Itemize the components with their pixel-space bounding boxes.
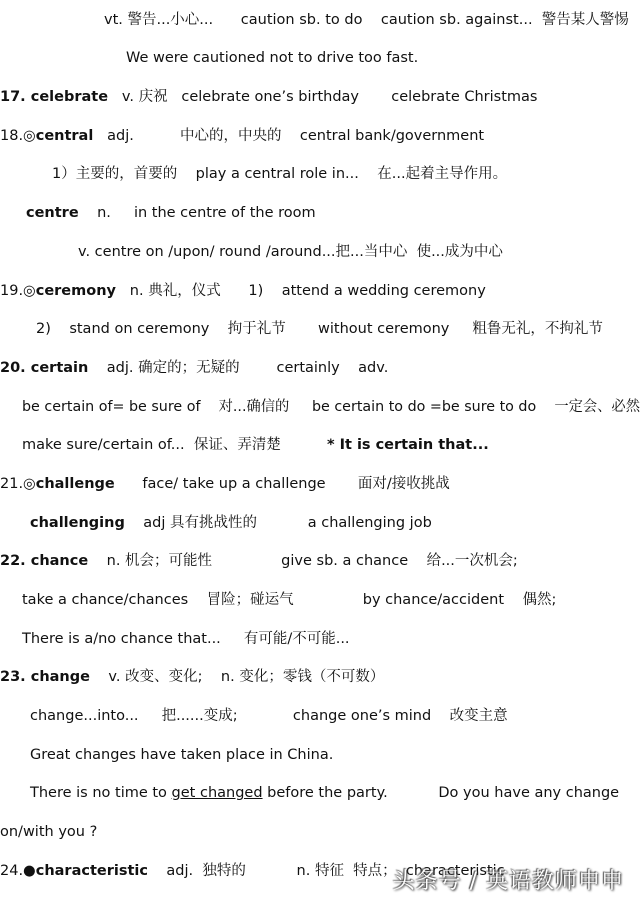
- line-text: on/with you ?: [0, 824, 98, 840]
- headword: 23. change: [0, 669, 90, 685]
- headword: characteristic: [35, 863, 148, 879]
- line-text: before the party. Do you have any change: [262, 785, 620, 801]
- text-line: [30, 783, 619, 803]
- headword: centre: [26, 205, 79, 221]
- watermark: 头条号 / 英语教师申申: [392, 869, 624, 894]
- text-line: [78, 242, 503, 262]
- line-text: take a chance/chances 冒险；碰运气 by chance/accident 偶然;: [22, 592, 557, 608]
- text-line: [22, 435, 489, 455]
- text-line: [126, 48, 418, 68]
- text-line: [0, 358, 388, 378]
- text-line: [0, 281, 486, 301]
- text-line: [30, 513, 432, 533]
- underlined-text: get changed: [171, 785, 263, 801]
- text-line: [0, 822, 97, 842]
- line-text: adj. 独特的 n. 特征 特点； characteristic: [147, 863, 505, 879]
- line-text: change...into... 把......变成; change one’s mind 改变主意: [30, 708, 508, 724]
- text-line: [22, 590, 556, 610]
- text-line: [30, 706, 508, 726]
- line-text: n. 典礼，仪式 1) attend a wedding ceremony: [115, 283, 486, 299]
- text-line: [0, 551, 518, 571]
- text-line: [22, 629, 350, 649]
- line-text: v. 改变、变化; n. 变化；零钱（不可数）: [89, 669, 385, 685]
- line-text: adj. 确定的；无疑的 certainly adv.: [88, 360, 389, 376]
- line-text: n. 机会；可能性 give sb. a chance 给...一次机会;: [88, 553, 518, 569]
- headword: * It is certain that...: [326, 437, 489, 453]
- line-text: v. centre on /upon/ round /around...把...当中心 使...成为中心: [78, 244, 503, 260]
- line-text: adj 具有挑战性的 a challenging job: [124, 515, 432, 531]
- line-text: face/ take up a challenge 面对/接收挑战: [114, 476, 450, 492]
- line-text: 19.◎: [0, 283, 36, 299]
- text-line: [52, 164, 507, 184]
- headword: ceremony: [35, 283, 116, 299]
- headword: challenging: [30, 515, 125, 531]
- text-line: [36, 319, 603, 339]
- line-text: Great changes have taken place in China.: [30, 747, 334, 763]
- text-line: [0, 126, 484, 146]
- line-text: 18.◎: [0, 128, 36, 144]
- line-text: There is no time to: [30, 785, 172, 801]
- headword: 20. certain: [0, 360, 89, 376]
- line-text: 24.●: [0, 863, 36, 879]
- headword: challenge: [35, 476, 115, 492]
- line-text: be certain of= be sure of 对...确信的 be certain to do =be sure to do 一定会、必然: [22, 399, 640, 415]
- text-line: [0, 87, 537, 107]
- headword: central: [35, 128, 94, 144]
- line-text: make sure/certain of... 保证、弄清楚: [22, 437, 327, 453]
- text-line: [0, 667, 384, 687]
- line-text: 21.◎: [0, 476, 36, 492]
- line-text: vt. 警告...小心... caution sb. to do caution sb. against... 警告某人警惕: [104, 12, 629, 28]
- text-line: [26, 203, 316, 223]
- line-text: v. 庆祝 celebrate one’s birthday celebrate Christmas: [108, 89, 538, 105]
- line-text: We were cautioned not to drive too fast.: [126, 50, 419, 66]
- line-text: n. in the centre of the room: [78, 205, 316, 221]
- line-text: 1）主要的，首要的 play a central role in... 在...起着主导作用。: [52, 166, 508, 182]
- text-line: [30, 745, 333, 765]
- line-text: There is a/no chance that... 有可能/不可能...: [22, 631, 350, 647]
- text-line: [0, 474, 450, 494]
- headword: 22. chance: [0, 553, 89, 569]
- text-line: [104, 10, 629, 30]
- text-line: [22, 397, 640, 417]
- headword: 17. celebrate: [0, 89, 109, 105]
- line-text: 2) stand on ceremony 拘于礼节 without ceremony 粗鲁无礼，不拘礼节: [36, 321, 603, 337]
- line-text: adj. 中心的，中央的 central bank/government: [93, 128, 485, 144]
